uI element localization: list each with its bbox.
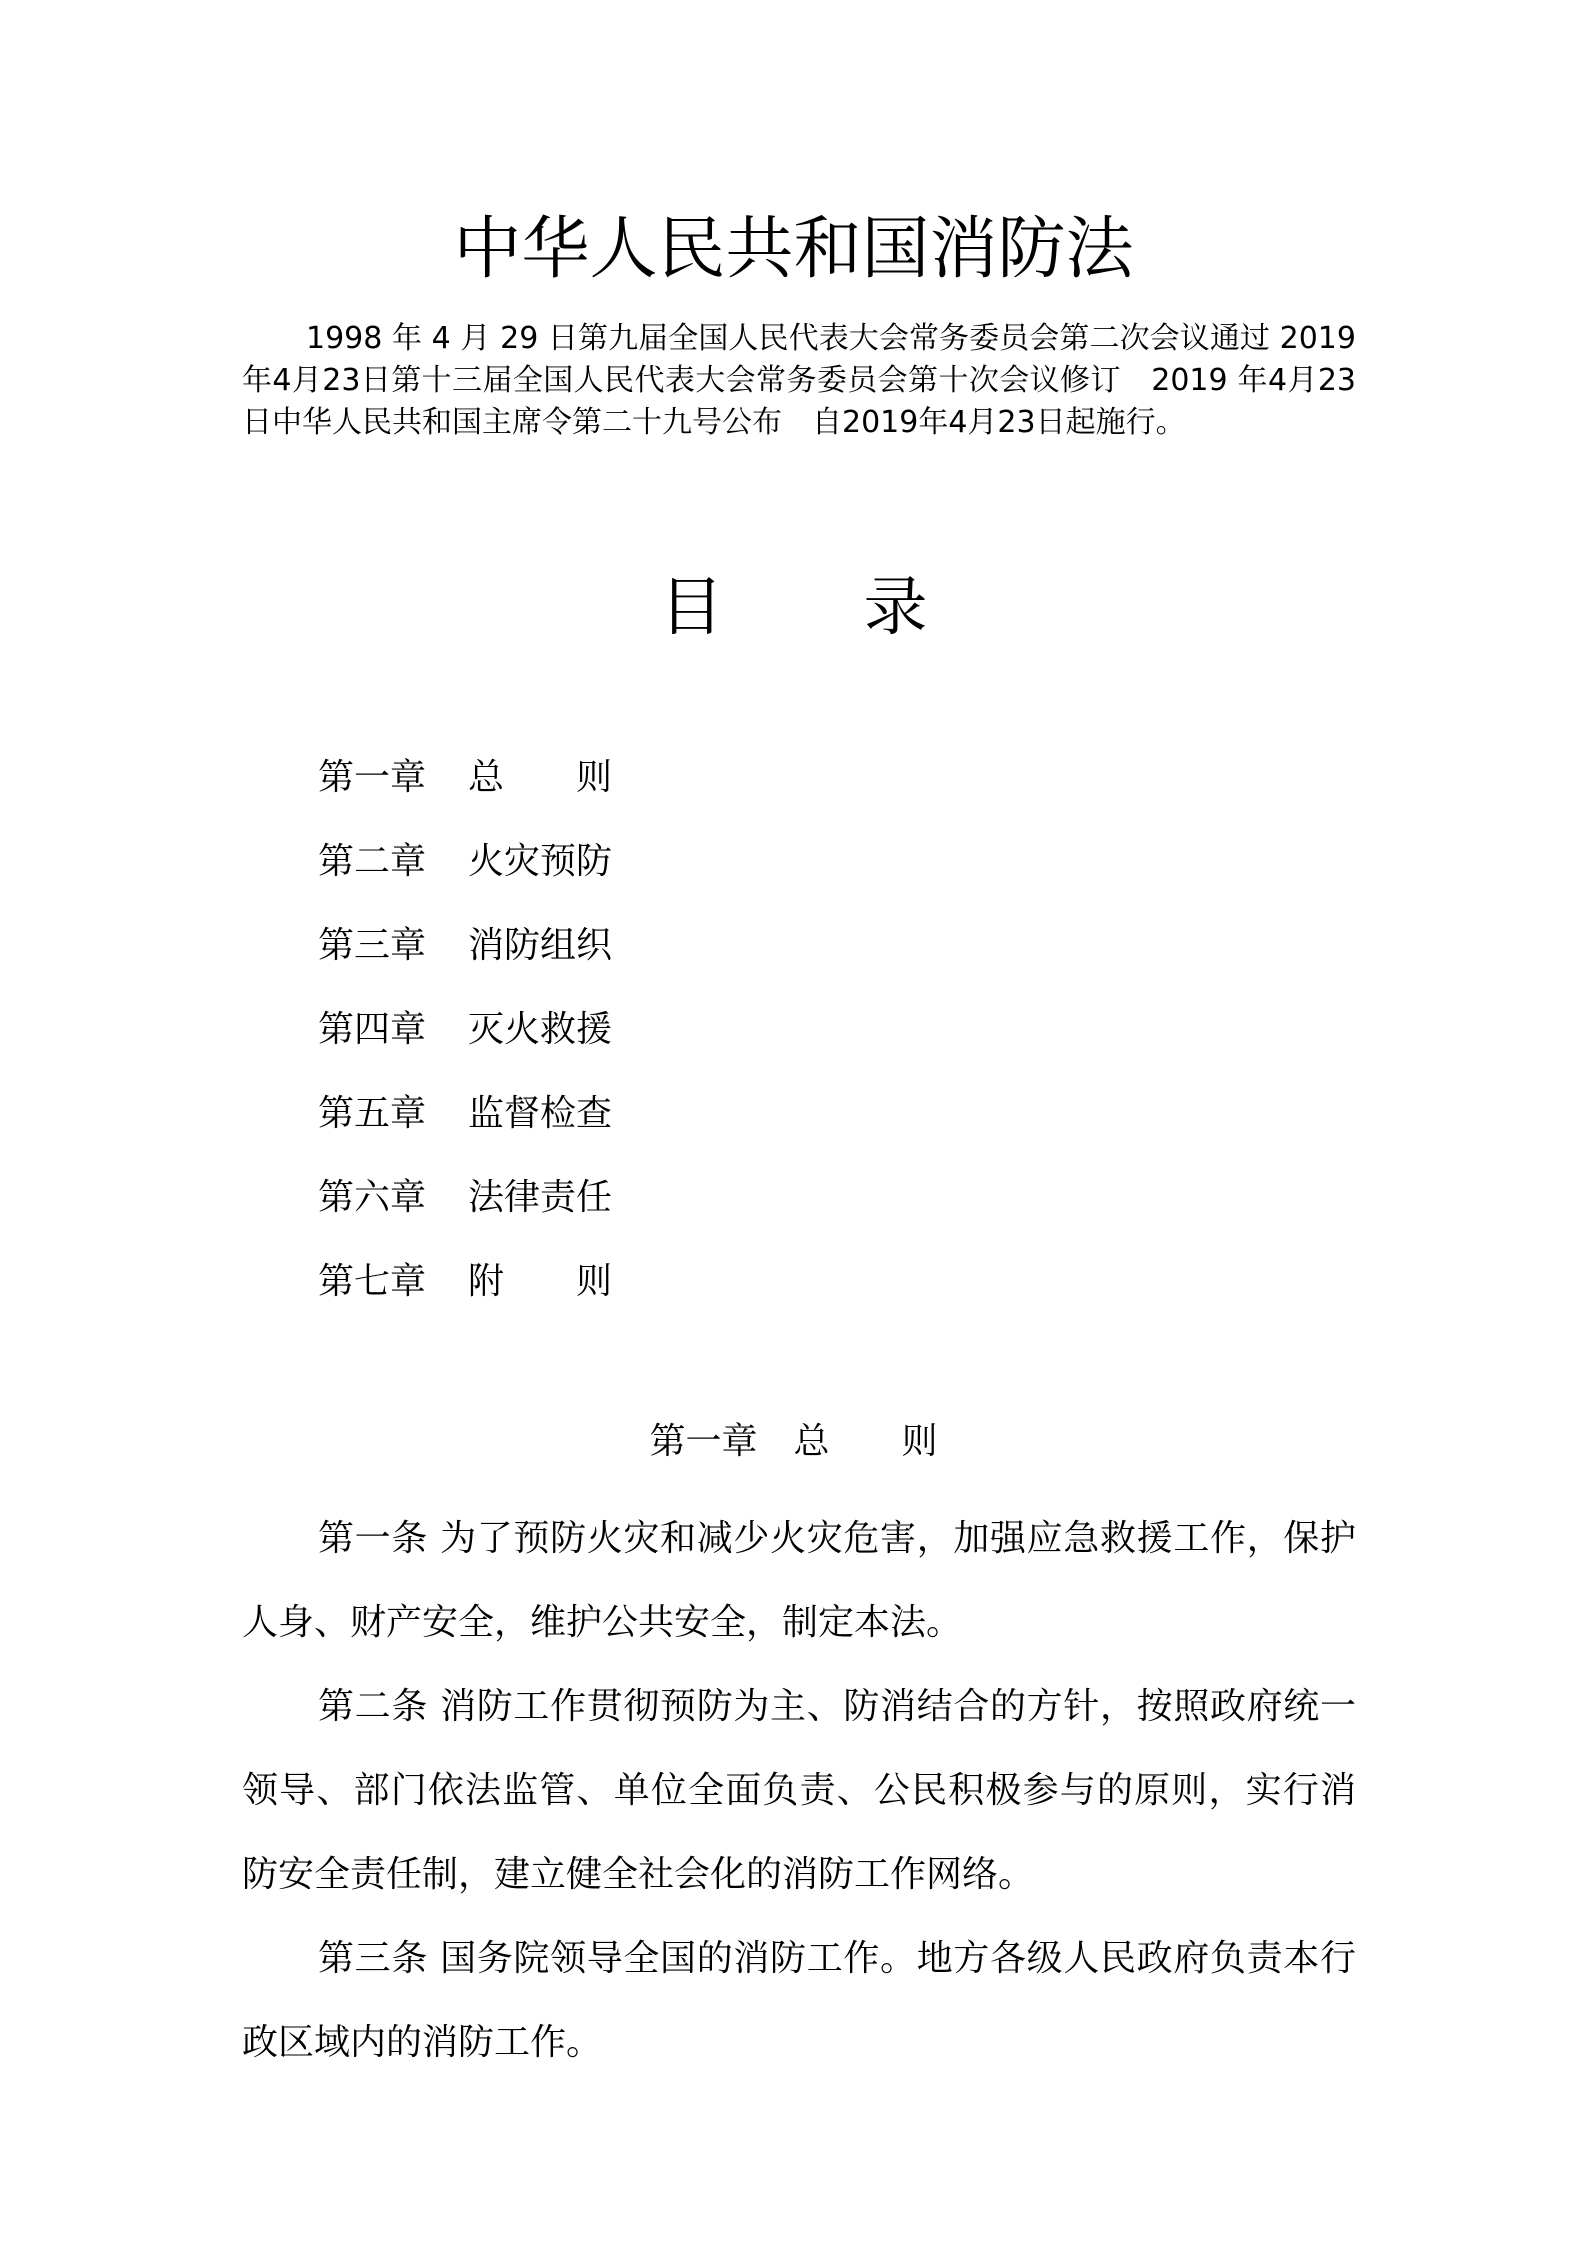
- toc-chapter-title: 消防组织: [468, 925, 613, 966]
- toc-chapter-title: 灭火救援: [468, 1009, 613, 1050]
- toc-item: [318, 1168, 1018, 1252]
- toc-chapter-number: 第四章: [318, 1009, 427, 1050]
- article-paragraph: [242, 1917, 1356, 2085]
- article-text: 消防工作贯彻预防为主、防消结合的方针，按照政府统一领导、部门依法监管、单位全面负责、公民积极参与的原则，实行消防安全责任制，建立健全社会化的消防工作网络。: [242, 1686, 1356, 1895]
- toc-item: [318, 832, 1018, 916]
- toc-item: [318, 748, 1018, 832]
- chapter-heading: 第一章 总 则: [649, 1421, 938, 1462]
- document-title: 中华人民共和国消防法: [453, 210, 1134, 289]
- article-number: 第三条: [318, 1938, 428, 1979]
- enactment-note: 1998 年 4 月 29 日第九届全国人民代表大会常务委员会第二次会议通过 2019年4月23日第十三届全国人民代表大会常务委员会第十次会议修订 2019 年4月23日中华人民共和国主席令第二十九号公布 自2019年4月23日起施行。: [242, 321, 1356, 440]
- articles: [242, 1497, 1356, 2085]
- toc-chapter-title: 监督检查: [468, 1093, 613, 1134]
- toc-item: [318, 1000, 1018, 1084]
- article-number: 第一条: [318, 1518, 428, 1559]
- article-text: 为了预防火灾和减少火灾危害，加强应急救援工作，保护人身、财产安全，维护公共安全，制定本法。: [242, 1518, 1356, 1643]
- toc-chapter-title: 法律责任: [468, 1177, 613, 1218]
- toc-chapter-number: 第七章: [318, 1261, 427, 1302]
- toc-chapter-title: 总 则: [468, 757, 613, 798]
- toc-item: [318, 916, 1018, 1000]
- article-paragraph: [242, 1497, 1356, 1665]
- article-number: 第二条: [318, 1686, 428, 1727]
- table-of-contents: [318, 748, 1018, 1336]
- toc-chapter-number: 第二章: [318, 841, 427, 882]
- toc-chapter-number: 第一章: [318, 757, 427, 798]
- toc-chapter-number: 第六章: [318, 1177, 427, 1218]
- article-paragraph: [242, 1665, 1356, 1917]
- article-text: 国务院领导全国的消防工作。地方各级人民政府负责本行政区域内的消防工作。: [242, 1938, 1356, 2063]
- toc-chapter-title: 火灾预防: [468, 841, 613, 882]
- toc-chapter-title: 附 则: [468, 1261, 613, 1302]
- toc-chapter-number: 第三章: [318, 925, 427, 966]
- toc-item: [318, 1252, 1018, 1336]
- toc-chapter-number: 第五章: [318, 1093, 427, 1134]
- toc-heading: 目录: [659, 571, 1068, 645]
- toc-item: [318, 1084, 1018, 1168]
